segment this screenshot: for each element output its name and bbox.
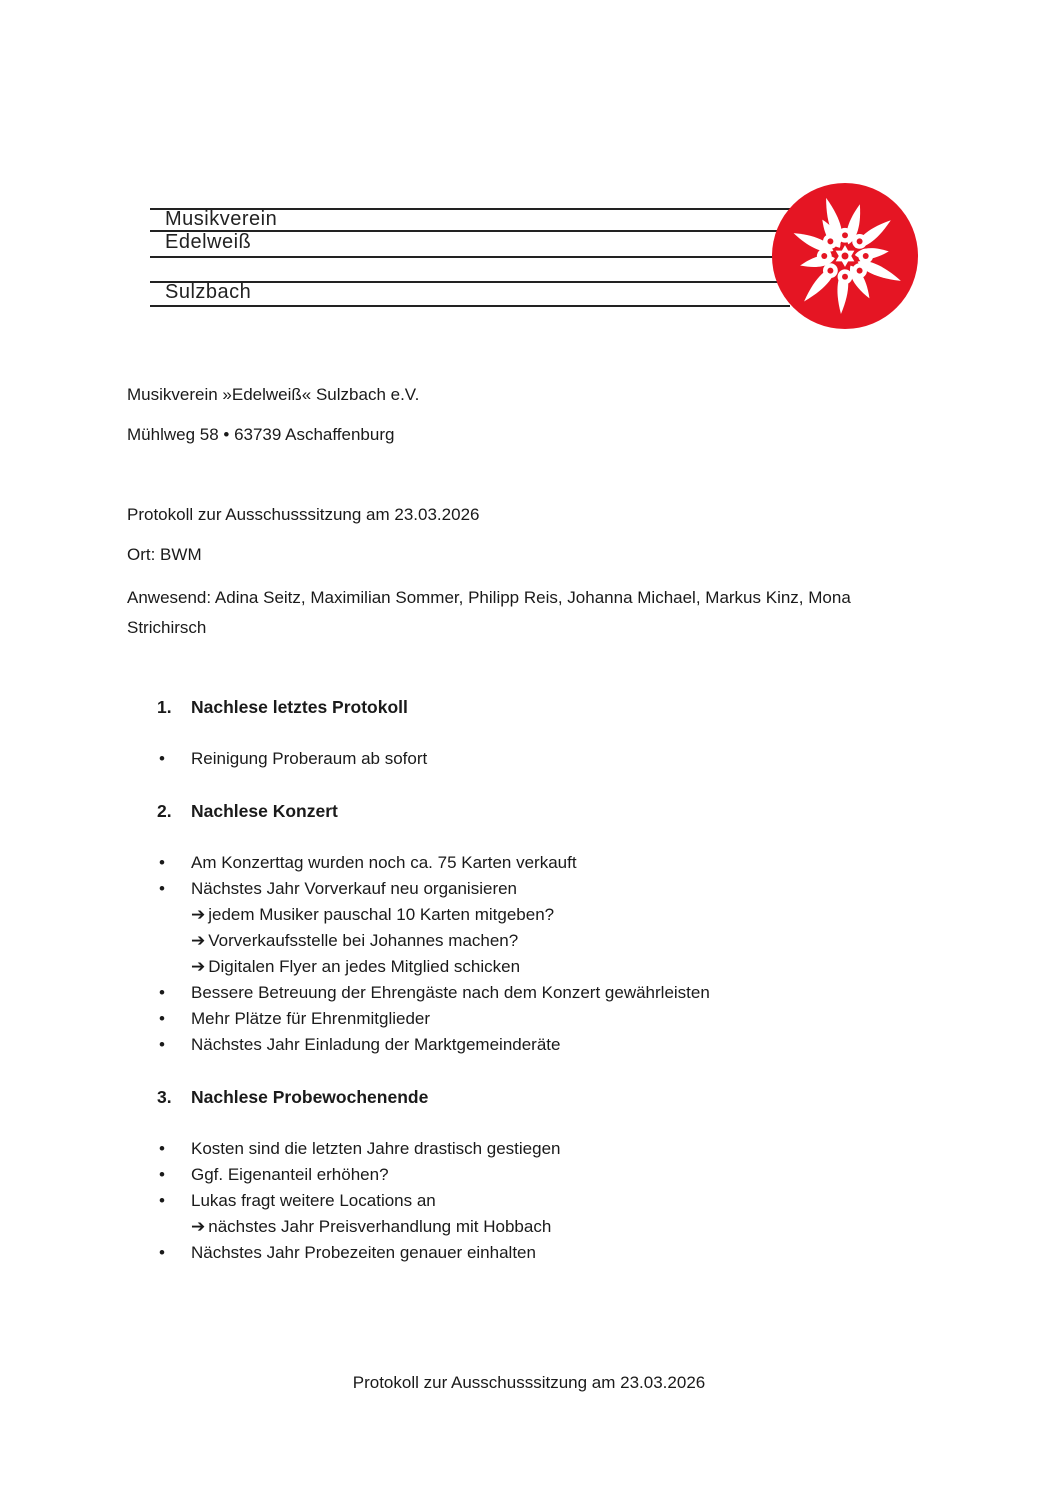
bullet-icon: • (159, 1009, 165, 1028)
section-heading-2 (127, 798, 947, 824)
item-text: Mehr Plätze für Ehrenmitglieder (191, 1009, 431, 1028)
meeting-location: Ort: BWM (127, 545, 202, 564)
bullet-icon: • (159, 1243, 165, 1262)
item-text: nächstes Jahr Preisverhandlung mit Hobbach (208, 1217, 552, 1236)
attendees-line: Anwesend: Adina Seitz, Maximilian Sommer, Philipp Reis, Johanna Michael, Markus Kinz, Mona Strichirsch (127, 588, 851, 637)
arrow-icon: ➔ (191, 957, 206, 977)
bullet-item (127, 876, 947, 902)
arrow-subitem (127, 928, 947, 954)
section-title-text: Nachlese Konzert (191, 801, 338, 821)
bullet-icon: • (159, 1139, 165, 1158)
arrow-icon: ➔ (191, 931, 206, 951)
section-number: 1. (157, 697, 172, 717)
bullet-icon: • (159, 983, 165, 1002)
item-text: Nächstes Jahr Probezeiten genauer einhalten (191, 1243, 536, 1262)
logo-rule (150, 256, 790, 258)
bullet-item (127, 1162, 947, 1188)
section-number: 3. (157, 1087, 172, 1107)
item-text: Am Konzerttag wurden noch ca. 75 Karten verkauft (191, 853, 577, 872)
letterhead-logo (150, 182, 919, 332)
edelweiss-flower-icon (771, 182, 919, 330)
bullet-item (127, 850, 947, 876)
arrow-subitem (127, 954, 947, 980)
bullet-item (127, 1006, 947, 1032)
bullet-icon: • (159, 879, 165, 898)
logo-word-sulzbach: Sulzbach (165, 281, 252, 303)
item-text: Digitalen Flyer an jedes Mitglied schicken (208, 957, 521, 976)
bullet-icon: • (159, 853, 165, 872)
bullet-icon: • (159, 1035, 165, 1054)
page-footer: Protokoll zur Ausschusssitzung am 23.03.2026 (352, 1373, 706, 1392)
org-address: Mühlweg 58 • 63739 Aschaffenburg (127, 425, 395, 444)
arrow-icon: ➔ (191, 905, 206, 925)
bullet-item (127, 1188, 947, 1214)
bullet-item (127, 746, 947, 772)
logo-word-edelweiss: Edelweiß (165, 231, 252, 253)
item-text: jedem Musiker pauschal 10 Karten mitgeben? (208, 905, 555, 924)
bullet-item (127, 1240, 947, 1266)
item-text: Lukas fragt weitere Locations an (191, 1191, 436, 1210)
bullet-icon: • (159, 749, 165, 768)
org-name: Musikverein »Edelweiß« Sulzbach e.V. (127, 385, 420, 404)
document-title: Protokoll zur Ausschusssitzung am 23.03.2026 (127, 505, 480, 524)
section-title-text: Nachlese Probewochenende (191, 1087, 429, 1107)
item-text: Bessere Betreuung der Ehrengäste nach dem Konzert gewährleisten (191, 983, 710, 1002)
bullet-item (127, 1032, 947, 1058)
logo-rule (150, 305, 790, 307)
logo-word-musikverein: Musikverein (165, 208, 278, 230)
bullet-item (127, 1136, 947, 1162)
item-text: Nächstes Jahr Vorverkauf neu organisieren (191, 879, 518, 898)
item-text: Vorverkaufsstelle bei Johannes machen? (208, 931, 519, 950)
bullet-icon: • (159, 1191, 165, 1210)
bullet-icon: • (159, 1165, 165, 1184)
item-text: Kosten sind die letzten Jahre drastisch gestiegen (191, 1139, 561, 1158)
section-heading-1 (127, 694, 947, 720)
item-text: Ggf. Eigenanteil erhöhen? (191, 1165, 389, 1184)
arrow-icon: ➔ (191, 1217, 206, 1237)
bullet-item (127, 980, 947, 1006)
arrow-subitem (127, 902, 947, 928)
item-text: Reinigung Proberaum ab sofort (191, 749, 428, 768)
sections (127, 667, 947, 1266)
section-heading-3 (127, 1084, 947, 1110)
section-number: 2. (157, 801, 172, 821)
section-title-text: Nachlese letztes Protokoll (191, 697, 408, 717)
item-text: Nächstes Jahr Einladung der Marktgemeinderäte (191, 1035, 561, 1054)
arrow-subitem (127, 1214, 947, 1240)
